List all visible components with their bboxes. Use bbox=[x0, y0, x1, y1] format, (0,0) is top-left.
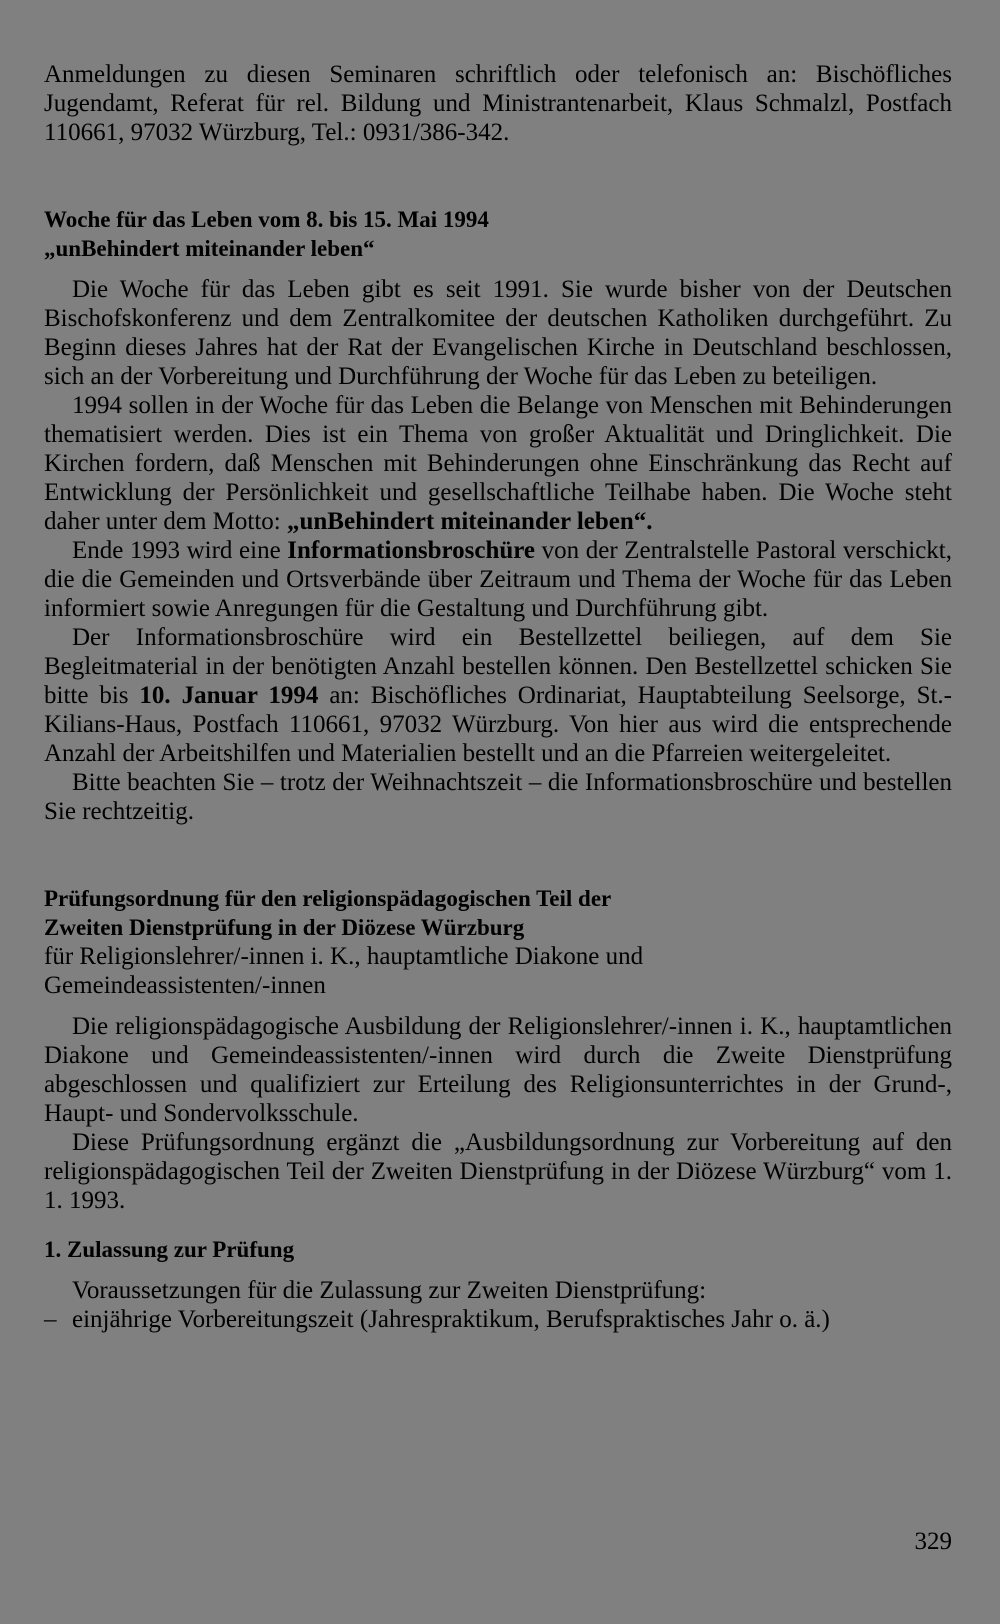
document-page bbox=[44, 60, 952, 1334]
section-1-heading: 1. Zulassung zur Prüfung bbox=[44, 1237, 295, 1262]
woche-paragraph-3 bbox=[44, 536, 952, 623]
woche-motto-inline: „unBehindert miteinander leben“. bbox=[287, 508, 653, 535]
woche-paragraph-3-post: von der Zentralstelle Pastoral verschickt, die die Gemeinden und Ortsverbände über Zeitraum und Thema der Woche für das Leben informiert sowie Anregungen für die Gestaltung und Durchführung gibt. bbox=[44, 537, 952, 622]
woche-paragraph-4-post: an: Bischöfliches Ordinariat, Hauptabteilung Seelsorge, St.-Kilians-Haus, Postfach 110661, 97032 Würzburg. Von hier aus wird die entsprechende Anzahl der Arbeitshilfen und Materialien bestellt und an die Pfarreien weitergeleitet. bbox=[44, 682, 953, 767]
list-item bbox=[44, 1305, 952, 1334]
page-number: 329 bbox=[914, 1528, 952, 1555]
woche-title: Woche für das Leben vom 8. bis 15. Mai 1994 bbox=[44, 207, 489, 232]
pruefung-paragraph-1: Die religionspädagogische Ausbildung der Religionslehrer/-innen i. K., hauptamtlichen Diakone und Gemeindeassistenten/-innen wird durch die Zweite Dienstprüfung abgeschlossen und qualifiziert zur Erteilung des Religionsunterrichtes in der Grund-, Haupt- und Sondervolksschule. bbox=[44, 1013, 952, 1127]
pruefung-subtitle-line-1: für Religionslehrer/-innen i. K., hauptamtliche Diakone und bbox=[44, 943, 644, 970]
list-item-text: einjährige Vorbereitungszeit (Jahrespraktikum, Berufspraktisches Jahr o. ä.) bbox=[72, 1306, 830, 1333]
woche-paragraph-5: Bitte beachten Sie – trotz der Weihnachtszeit – die Informationsbroschüre und bestellen Sie rechtzeitig. bbox=[44, 769, 952, 825]
woche-motto-heading: „unBehindert miteinander leben“ bbox=[44, 236, 375, 261]
woche-paragraph-2-text: 1994 sollen in der Woche für das Leben die Belange von Menschen mit Behinderungen thematisiert werden. Dies ist ein Thema von großer Aktualität und Dringlichkeit. Die Kirchen fordern, daß Menschen mit Behinderungen ohne Einschränkung das Recht auf Entwicklung der Persönlichkeit und gesellschaftliche Teilhabe haben. Die Woche steht daher unter dem Motto: bbox=[44, 392, 952, 535]
woche-paragraph-4 bbox=[44, 623, 952, 768]
woche-paragraph-4-pre: Der Informationsbroschüre wird ein Bestellzettel beiliegen, auf dem Sie Begleitmaterial in der benötigten Anzahl bestellen können. Den Bestellzettel schicken Sie bitte bis bbox=[44, 624, 952, 709]
woche-brochure-bold: Informationsbroschüre bbox=[287, 537, 536, 564]
woche-paragraph-2 bbox=[44, 391, 952, 536]
woche-deadline-bold: 10. Januar 1994 bbox=[139, 682, 319, 709]
pruefung-subtitle-line-2: Gemeindeassistenten/-innen bbox=[44, 972, 326, 999]
intro-paragraph: Anmeldungen zu diesen Seminaren schriftlich oder telefonisch an: Bischöfliches Jugendamt, Referat für rel. Bildung und Ministrantenarbeit, Klaus Schmalzl, Postfach 110661, 97032 Würzburg, Tel.: 0931/386-342. bbox=[44, 61, 952, 146]
woche-paragraph-1: Die Woche für das Leben gibt es seit 1991. Sie wurde bisher von der Deutschen Bischofskonferenz und dem Zentralkomitee der deutschen Katholiken durchgeführt. Zu Beginn dieses Jahres hat der Rat der Evangelischen Kirche in Deutschland beschlossen, sich an der Vorbereitung und Durchführung der Woche für das Leben zu beteiligen. bbox=[44, 276, 952, 390]
pruefung-title-line-1: Prüfungsordnung für den religionspädagogischen Teil der bbox=[44, 886, 612, 911]
woche-paragraph-3-pre: Ende 1993 wird eine bbox=[72, 537, 288, 564]
pruefung-paragraph-2: Diese Prüfungsordnung ergänzt die „Ausbildungsordnung zur Vorbereitung auf den religionspädagogischen Teil der Zweiten Dienstprüfung in der Diözese Würzburg“ vom 1. 1. 1993. bbox=[44, 1129, 952, 1214]
list-dash: – bbox=[44, 1306, 57, 1333]
section-1-intro: Voraussetzungen für die Zulassung zur Zweiten Dienstprüfung: bbox=[72, 1277, 707, 1304]
pruefung-title-line-2: Zweiten Dienstprüfung in der Diözese Würzburg bbox=[44, 915, 525, 940]
